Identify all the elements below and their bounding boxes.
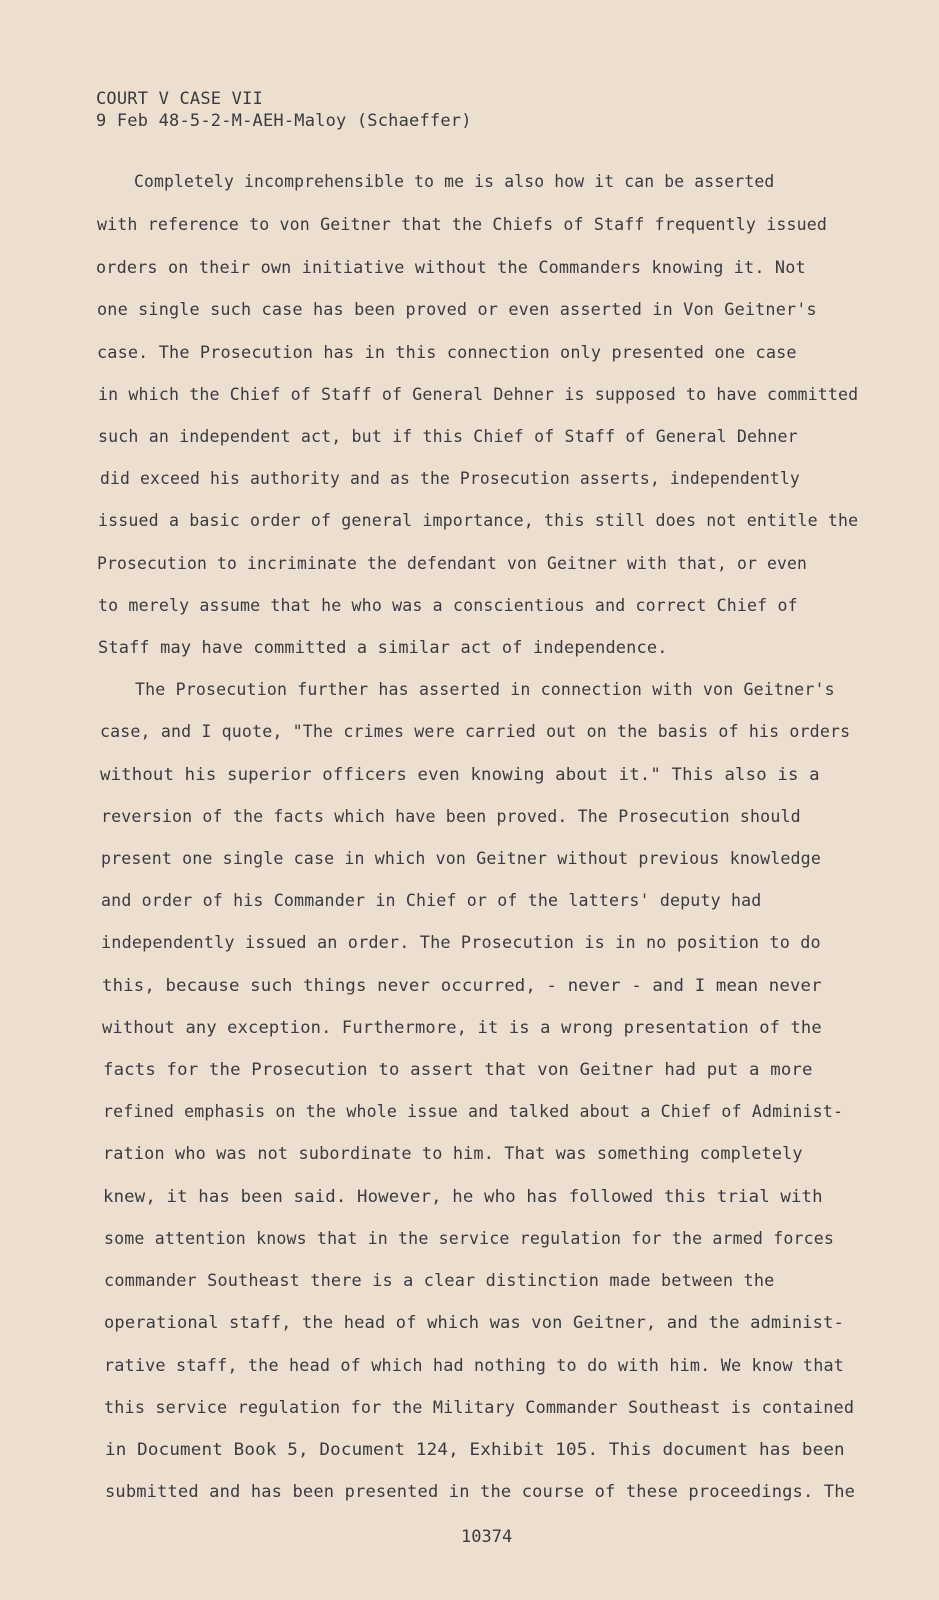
text-line: to merely assume that he who was a conscientious and correct Chief of [98,596,798,615]
text-line: one single such case has been proved or even asserted in Von Geitner's [97,300,817,319]
page-number: 10374 [461,1527,513,1547]
text-line: submitted and has been presented in the course of these proceedings. The [105,1482,856,1501]
header-date-reference: 9 Feb 48-5-2-M-AEH-Maloy (Schaeffer) [96,111,472,131]
text-line: this, because such things never occurred, - never - and I mean never [102,976,822,995]
text-line: and order of his Commander in Chief or of the latters' deputy had [101,891,762,910]
text-line: orders on their own initiative without the Commanders knowing it. Not [96,258,806,277]
header-court-case: COURT V CASE VII [96,89,263,109]
text-line: present one single case in which von Geitner without previous knowledge [101,849,821,868]
text-line: knew, it has been said. However, he who has followed this trial with [103,1187,823,1206]
text-line: Staff may have committed a similar act of independence. [98,638,668,657]
text-line: in which the Chief of Staff of General Dehner is supposed to have committed [98,385,859,404]
text-line: facts for the Prosecution to assert that von Geitner had put a more [103,1060,813,1079]
text-line: in Document Book 5, Document 124, Exhibit 105. This document has been [105,1440,845,1459]
text-line: with reference to von Geitner that the Chiefs of Staff frequently issued [97,215,828,234]
text-line: refined emphasis on the whole issue and talked about a Chief of Administ- [103,1102,844,1121]
text-line: The Prosecution further has asserted in connection with von Geitner's [135,680,835,699]
text-line: this service regulation for the Military Commander Southeast is contained [104,1398,855,1417]
text-line: reversion of the facts which have been proved. The Prosecution should [101,807,801,826]
text-line: without any exception. Furthermore, it is a wrong presentation of the [102,1018,822,1037]
text-line: commander Southeast there is a clear distinction made between the [104,1271,775,1290]
text-line: Completely incomprehensible to me is also how it can be asserted [134,172,775,191]
text-line: issued a basic order of general importance, this still does not entitle the [98,511,859,530]
text-line: independently issued an order. The Prosecution is in no position to do [101,933,821,952]
text-line: case. The Prosecution has in this connection only presented one case [97,343,797,362]
text-line: ration who was not subordinate to him. That was something completely [103,1144,803,1163]
text-line: case, and I quote, "The crimes were carried out on the basis of his orders [100,722,851,741]
document-header [96,88,472,132]
text-line: Prosecution to incriminate the defendant von Geitner with that, or even [97,554,807,573]
text-line: such an independent act, but if this Chief of Staff of General Dehner [98,427,798,446]
text-line: operational staff, the head of which was von Geitner, and the administ- [104,1313,844,1332]
text-line: did exceed his authority and as the Prosecution asserts, independently [100,469,800,488]
text-line: rative staff, the head of which had nothing to do with him. We know that [104,1356,845,1375]
text-line: some attention knows that in the service regulation for the armed forces [104,1229,835,1248]
text-line: without his superior officers even knowing about it." This also is a [100,765,820,784]
